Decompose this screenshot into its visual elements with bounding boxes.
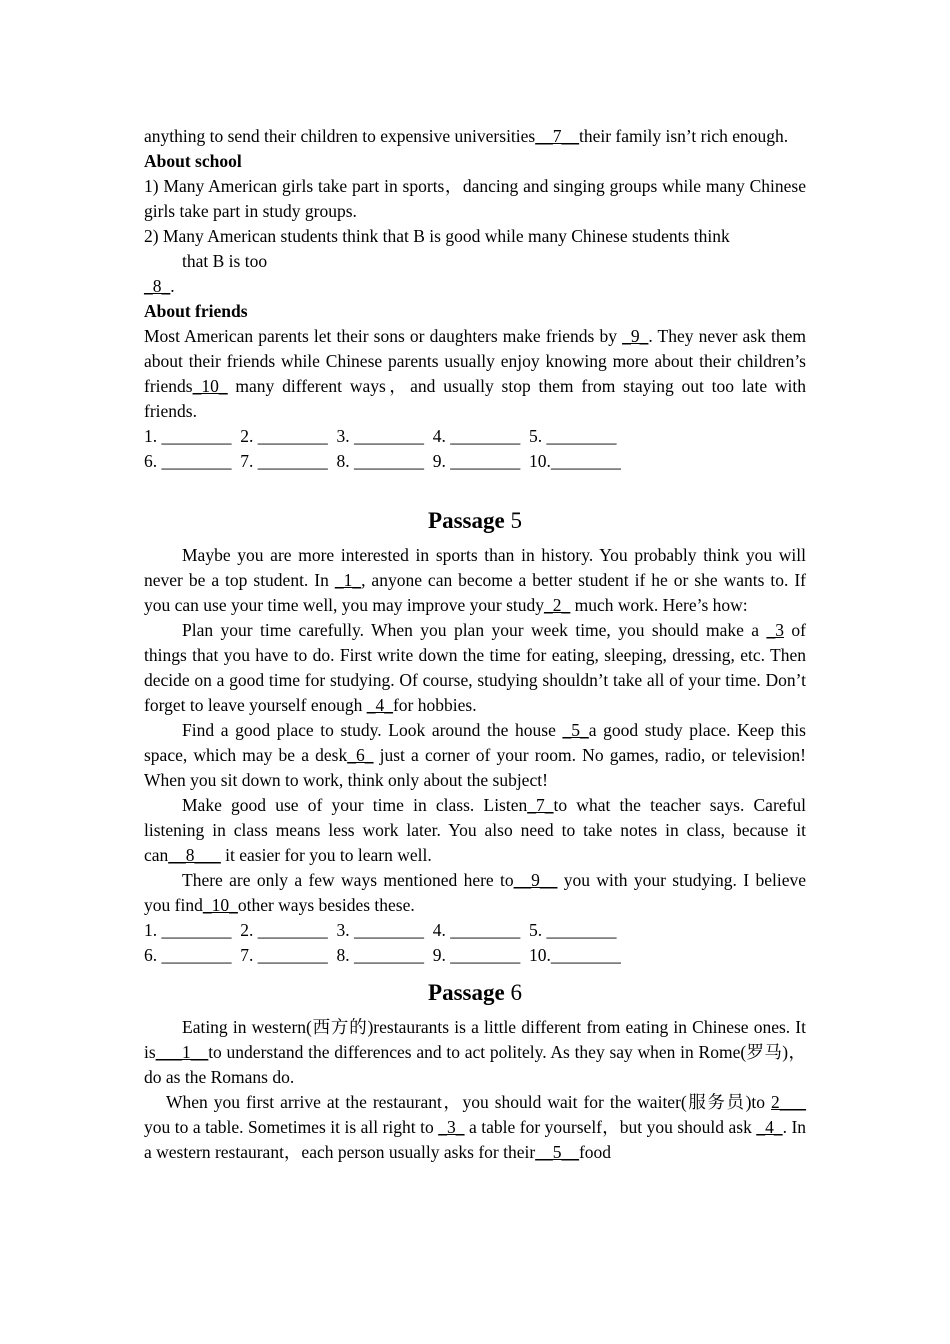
blank-4: _4_ [756, 1117, 783, 1137]
text: Maybe you are more interested in sports than in history. You probably think you will never be a top student. In [144, 545, 806, 590]
blank-10: _10_ [202, 895, 238, 915]
text: you to a table. Sometimes it is all right to [144, 1117, 439, 1137]
answer-row-2[interactable]: 6. ________ 7. ________ 8. ________ 9. ________ 10.________ [144, 451, 621, 471]
text: many different ways，and usually stop them from staying out too late with friends. [144, 376, 806, 421]
blank-9: __9__ [513, 870, 558, 890]
blank-5: __5__ [535, 1142, 579, 1162]
blank-3: _3 [766, 620, 784, 640]
blank-7: __7__ [535, 126, 579, 146]
text: for hobbies. [392, 695, 477, 715]
blank-4: _4_ [366, 695, 393, 715]
text: food [578, 1142, 612, 1162]
school-item-2-blank [144, 274, 806, 299]
passage5-title [144, 508, 806, 533]
passage5-paragraph-4 [144, 793, 806, 868]
blank-1: ___1__ [155, 1042, 209, 1062]
text: to what the teacher says. Careful listening in class means less work later. You also need to take notes in class, because it can [144, 795, 806, 865]
blank-9: _9_ [622, 326, 649, 346]
passage6-title [144, 980, 806, 1005]
text: to understand the differences and to act politely. As they say when in Rome(罗马)，do as the Romans do. [144, 1042, 806, 1087]
blank-8: __8___ [168, 845, 221, 865]
section-heading-school: About school [144, 151, 242, 171]
text: Make good use of your time in class. Listen [182, 795, 528, 815]
text: a good study place. Keep this space, which may be a desk [144, 720, 806, 765]
passage5-paragraph-5 [144, 868, 806, 918]
school-item-2: 2) Many American students think that B is good while many Chinese students think [144, 226, 730, 246]
text: of things that you have to do. First write down the time for eating, sleeping, dressing, etc. Then decide on a good time for studying. Of course, studying shouldn’t take all of your time. Don’t forget to leave yourself enough [144, 620, 806, 715]
blank-2: 2___ [771, 1092, 806, 1112]
passage6-paragraph-1 [144, 1015, 806, 1090]
text: Most American parents let their sons or daughters make friends by [144, 326, 623, 346]
text: . In a western restaurant，each person usually asks for their [144, 1117, 807, 1162]
text: . They never ask them about their friends while Chinese parents usually enjoy knowing more about their children’s friends [144, 326, 806, 396]
text: , anyone can become a better student if he or she wants to. If you can use your time well, you may improve your study [144, 570, 806, 615]
text: There are only a few ways mentioned here to [182, 870, 514, 890]
answer-row-2[interactable]: 6. ________ 7. ________ 8. ________ 9. ________ 10.________ [144, 945, 621, 965]
blank-8: _8_ [144, 276, 171, 296]
section-heading-friends: About friends [144, 301, 248, 321]
answer-row-1[interactable]: 1. ________ 2. ________ 3. ________ 4. ________ 5. ________ [144, 426, 617, 446]
school-item-1: 1) Many American girls take part in sports，dancing and singing groups while many Chinese girls take part in study groups. [144, 176, 806, 221]
text: you with your studying. I believe you find [144, 870, 806, 915]
title-word: Passage [428, 980, 505, 1005]
text: it easier for you to learn well. [220, 845, 432, 865]
passage5-paragraph-1 [144, 543, 806, 618]
passage5-paragraph-2 [144, 618, 806, 718]
title-number: 6 [510, 980, 522, 1005]
blank-2: _2_ [544, 595, 571, 615]
text: Plan your time carefully. When you plan your week time, you should make a [182, 620, 767, 640]
passage6-paragraph-2 [144, 1090, 806, 1165]
text: just a corner of your room. No games, radio, or television! When you sit down to work, think only about the subject! [144, 745, 806, 790]
passage4-tail-paragraph [144, 124, 806, 149]
blank-7: _7_ [527, 795, 554, 815]
text: Find a good place to study. Look around the house [182, 720, 563, 740]
blank-10: _10_ [192, 376, 228, 396]
passage5-paragraph-3 [144, 718, 806, 793]
text: their family isn’t rich enough. [578, 126, 789, 146]
title-word: Passage [428, 508, 505, 533]
title-number: 5 [510, 508, 522, 533]
blank-1: _1_ [334, 570, 362, 590]
text: When you first arrive at the restaurant，you should wait for the waiter(服务员)to [166, 1092, 771, 1112]
text: Eating in western(西方的)restaurants is a little different from eating in Chinese ones. It is [144, 1017, 806, 1062]
school-item-2-cont: that B is too [182, 251, 268, 271]
document-page [144, 124, 806, 1165]
friends-paragraph [144, 324, 806, 424]
text: anything to send their children to expensive universities [144, 126, 536, 146]
text: much work. Here’s how: [570, 595, 748, 615]
blank-6: _6_ [347, 745, 374, 765]
text: . [170, 276, 175, 296]
blank-3: _3_ [438, 1117, 465, 1137]
text: other ways besides these. [237, 895, 415, 915]
blank-5: _5_ [562, 720, 589, 740]
answer-row-1[interactable]: 1. ________ 2. ________ 3. ________ 4. ________ 5. ________ [144, 920, 617, 940]
text: a table for yourself，but you should ask [464, 1117, 757, 1137]
